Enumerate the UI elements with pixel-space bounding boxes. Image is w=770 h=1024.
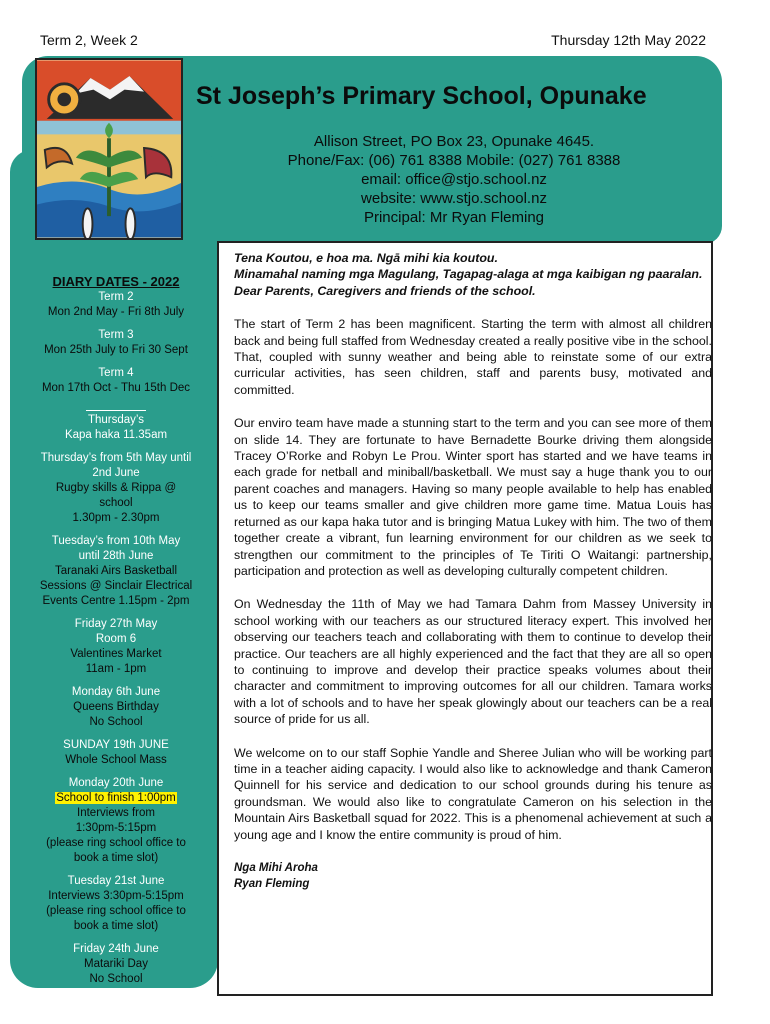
diary-entry-matariki: [14, 942, 218, 987]
diary-entry-term-2: [14, 290, 218, 320]
diary-line: (please ring school office to: [46, 837, 186, 849]
diary-line: 1.30pm - 2.30pm: [72, 512, 160, 524]
diary-line: Room 6: [95, 633, 137, 645]
issue-date: Thursday 12th May 2022: [551, 32, 706, 48]
diary-entry-term-3: [14, 328, 218, 358]
signoff-name: Ryan Fleming: [234, 878, 310, 890]
diary-entry-basketball: [14, 534, 218, 609]
diary-line: No School: [89, 716, 143, 728]
greeting-line: Minamahal naming mga Magulang, Tagapag-alaga at mga kaibigan ng paaralan.: [234, 267, 703, 282]
school-logo-artwork: [37, 60, 181, 238]
website-line: website: www.stjo.school.nz: [361, 190, 547, 207]
diary-line: Term 2: [98, 291, 134, 303]
diary-entry-interviews-monday: [14, 776, 218, 866]
diary-entry-queens-birthday: [14, 685, 218, 730]
diary-line: Tuesday’s from 10th May: [51, 535, 181, 547]
contact-details: [230, 132, 678, 227]
diary-line: Events Centre 1.15pm - 2pm: [42, 595, 190, 607]
diary-entry-term-4: [14, 366, 218, 396]
diary-line: until 28th June: [78, 550, 154, 562]
diary-line: Term 3: [98, 329, 134, 341]
diary-line: Whole School Mass: [65, 754, 167, 766]
diary-entry-rugby: [14, 451, 218, 526]
diary-line: Monday 20th June: [68, 777, 164, 789]
divider: [86, 404, 146, 411]
diary-line: Interviews from: [77, 807, 155, 819]
email-line: email: office@stjo.school.nz: [361, 171, 547, 188]
diary-line: school: [99, 497, 133, 509]
school-name: St Joseph’s Primary School, Opunake: [196, 82, 647, 110]
diary-entry-school-mass: [14, 738, 218, 768]
diary-line: Tuesday 21st June: [67, 875, 165, 887]
diary-line: Thursday’s: [87, 414, 145, 426]
diary-line: book a time slot): [73, 920, 159, 932]
phone-line: Phone/Fax: (06) 761 8388 Mobile: (027) 761 8388: [287, 152, 621, 169]
term-week-label: Term 2, Week 2: [40, 32, 138, 48]
diary-heading: DIARY DATES - 2022: [52, 274, 180, 289]
diary-entry-kapa-haka: [14, 413, 218, 443]
diary-line: Queens Birthday: [73, 701, 159, 713]
diary-line: Mon 17th Oct - Thu 15th Dec: [41, 382, 191, 394]
greeting-line: Dear Parents, Caregivers and friends of the school.: [234, 283, 536, 298]
diary-line: 2nd June: [92, 467, 140, 479]
diary-line: Mon 2nd May - Fri 8th July: [47, 306, 185, 318]
diary-line: Term 4: [98, 367, 134, 379]
letter-paragraph: On Wednesday the 11th of May we had Tamara Dahm from Massey University in school working with our teachers as our structured literacy expert. This involved her observing our teachers teach and collaborating with them to continue to develop their practice. Our teachers are all highly experienced and the fact that they are all so open to continuing to improve and develop their practice speaks volumes about their character and commitment to improving outcomes for all our children. Tamara works with a lot of schools and to have her speak glowingly about our teachers can be a real source of pride for us all.: [234, 597, 712, 727]
principal-letter: [234, 250, 712, 892]
diary-line: Friday 24th June: [73, 943, 159, 955]
diary-line: Mon 25th July to Fri 30 Sept: [44, 344, 188, 356]
diary-line: Matariki Day: [84, 958, 148, 970]
highlighted-notice: School to finish 1:00pm: [56, 792, 176, 804]
diary-line: 11am - 1pm: [85, 663, 147, 675]
diary-line: Kapa haka 11.35am: [64, 429, 168, 441]
greeting-line: Tena Koutou, e hoa ma. Ngā mihi kia koutou.: [234, 251, 498, 265]
letter-paragraph: The start of Term 2 has been magnificent. Starting the term with almost all children back and being full staffed from Wednesday created a really positive vibe in the school. That, coupled with sunny weather and being able to reinstate some of our extra curricular activities, has seen children, staff and parents busy, motivated and committed.: [234, 317, 712, 397]
diary-line: Interviews 3:30pm-5:15pm: [48, 890, 184, 902]
diary-entry-interviews-tuesday: [14, 874, 218, 934]
address-line: Allison Street, PO Box 23, Opunake 4645.: [313, 133, 595, 150]
signoff-line: Nga Mihi Aroha: [234, 862, 318, 874]
principal-line: Principal: Mr Ryan Fleming: [363, 209, 545, 226]
diary-dates: [14, 274, 218, 995]
diary-entry-market: [14, 617, 218, 677]
diary-line: SUNDAY 19th JUNE: [63, 739, 169, 751]
diary-line: (please ring school office to: [46, 905, 186, 917]
letter-paragraph: We welcome on to our staff Sophie Yandle and Sheree Julian who will be working part time in a teacher aiding capacity. I would also like to acknowledge and thank Cameron Quinnell for his service and dedication to our school grounds during his tenure as groundsman. We would also like to congratulate Cameron on his selection in the Mountain Airs Basketball squad for 2022. This is a phenomenal achievement at such a young age and I know the entire community is proud of him.: [234, 745, 712, 842]
diary-line: Taranaki Airs Basketball: [54, 565, 178, 577]
diary-line: Rugby skills & Rippa @: [55, 482, 177, 494]
diary-line: No School: [89, 973, 143, 985]
school-logo: [35, 58, 183, 240]
diary-line: Friday 27th May: [74, 618, 158, 630]
diary-line: book a time slot): [73, 852, 159, 864]
letter-paragraph: Our enviro team have made a stunning start to the term and you can see more of them on slide 14. They are fortunate to have Bernadette Bourke driving them alongside Tracey O’Rorke and Robyn Le Prou. Winter sport has started and we have teams in each grade for netball and miniball/basketball. We must say a huge thank you to our parent coaches and managers. Having so many people available to help has enabled us to keep our teams smaller and give children more game time. Matua Louis has returned as our kapa haka tutor and is bringing Matua Lukey with him. The two of them together create a vibrant, fun learning environment for our children as we seek to strengthen our commitment to the principles of Te Tiriti O Waitangi: partnership, participation and protection as well as developing culturally competent children.: [234, 416, 712, 578]
diary-line: Sessions @ Sinclair Electrical: [39, 580, 193, 592]
diary-line: Monday 6th June: [71, 686, 161, 698]
diary-line: Thursday’s from 5th May until: [40, 452, 192, 464]
diary-line: 1:30pm-5:15pm: [75, 822, 157, 834]
diary-line: Valentines Market: [70, 648, 162, 660]
